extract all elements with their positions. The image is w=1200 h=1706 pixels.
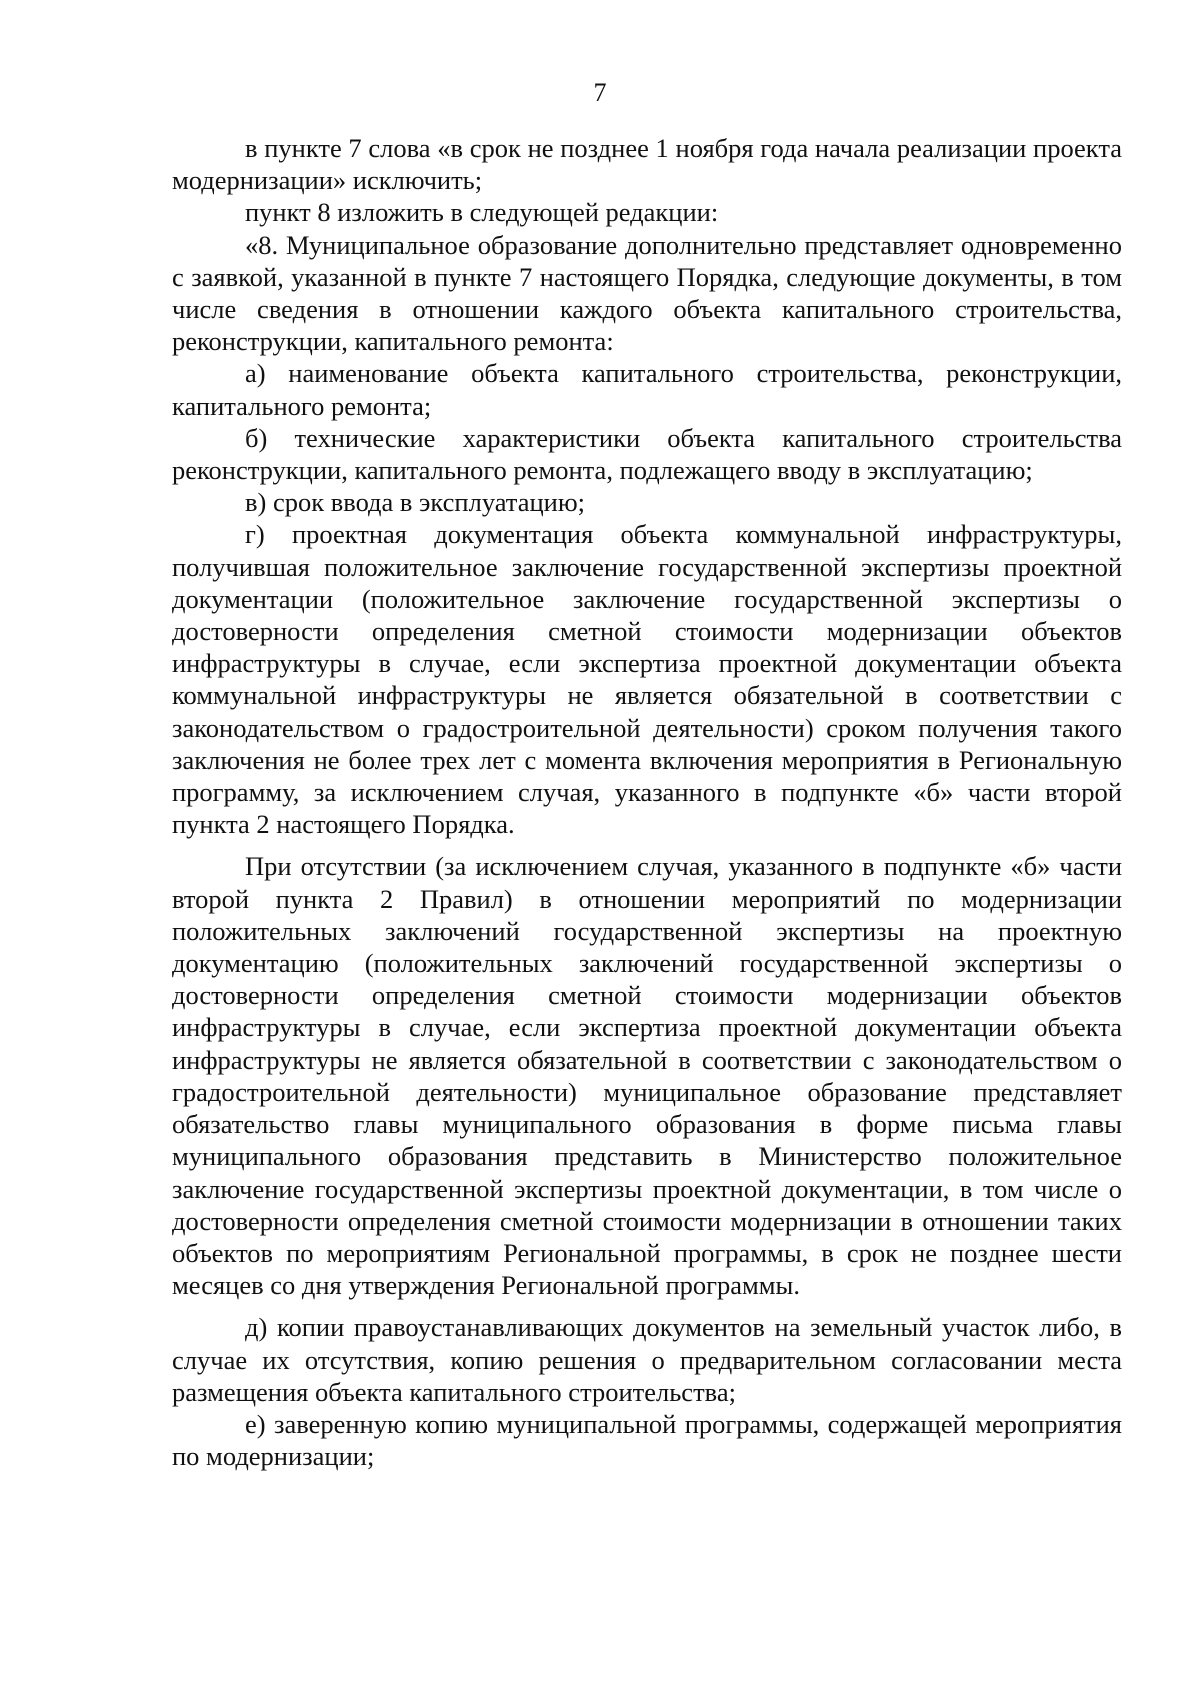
paragraph-subitem-a: а) наименование объекта капитального строительства, реконструкции, капитального ремонта;	[172, 358, 1122, 421]
paragraph-subitem-e: е) заверенную копию муниципальной программы, содержащей мероприятия по модернизации;	[172, 1408, 1122, 1472]
paragraph-subitem-g: г) проектная документация объекта коммунальной инфраструктуры, получившая положительное заключение государственной экспертизы проектной документации (положительное заключение государственной экспертизы о достоверности определения сметной стоимости модернизации объектов инфраструктуры в случае, если экспертиза проектной документации объекта коммунальной инфраструктуры не является обязательной в соответствии с законодательством о градостроительной деятельности) сроком получения такого заключения не более трех лет с момента включения мероприятия в Региональную программу, за исключением случая, указанного в подпункте «б» части второй пункта 2 настоящего Порядка.	[172, 519, 1122, 840]
paragraph-subitem-v: в) срок ввода в эксплуатацию;	[245, 487, 585, 518]
paragraph-item-8-text: «8. Муниципальное образование дополнительно представляет одновременно с заявкой, указанной в пункте 7 настоящего Порядка, следующие документы, в том числе сведения в отношении каждого объекта капитального строительства, реконструкции, капитального ремонта:	[172, 229, 1122, 357]
page-number: 7	[593, 78, 607, 107]
document-body	[172, 132, 1122, 1472]
paragraph-subitem-b: б) технические характеристики объекта капитального строительства реконструкции, капитального ремонта, подлежащего вводу в эксплуатацию;	[172, 422, 1122, 486]
paragraph-absence-of-conclusions: При отсутствии (за исключением случая, указанного в подпункте «б» части второй пункта 2 Правил) в отношении мероприятий по модернизации положительных заключений государственной экспертизы на проектную документацию (положительных заключений государственной экспертизы о достоверности определения сметной стоимости модернизации объектов инфраструктуры в случае, если экспертиза проектной документации объекта инфраструктуры не является обязательной в соответствии с законодательством о градостроительной деятельности) муниципальное образование представляет обязательство главы муниципального образования в форме письма главы муниципального образования представить в Министерство положительное заключение государственной экспертизы проектной документации, в том числе о достоверности определения сметной стоимости модернизации в отношении таких объектов по мероприятиям Региональной программы, в срок не позднее шести месяцев со дня утверждения Региональной программы.	[172, 851, 1122, 1301]
paragraph-item-7-amendment: в пункте 7 слова «в срок не позднее 1 ноября года начала реализации проекта модернизации» исключить;	[172, 133, 1122, 196]
paragraph-item-8-intro: пункт 8 изложить в следующей редакции:	[245, 197, 719, 228]
paragraph-subitem-d: д) копии правоустанавливающих документов на земельный участок либо, в случае их отсутствия, копию решения о предварительном согласовании места размещения объекта капитального строительства;	[172, 1312, 1122, 1407]
